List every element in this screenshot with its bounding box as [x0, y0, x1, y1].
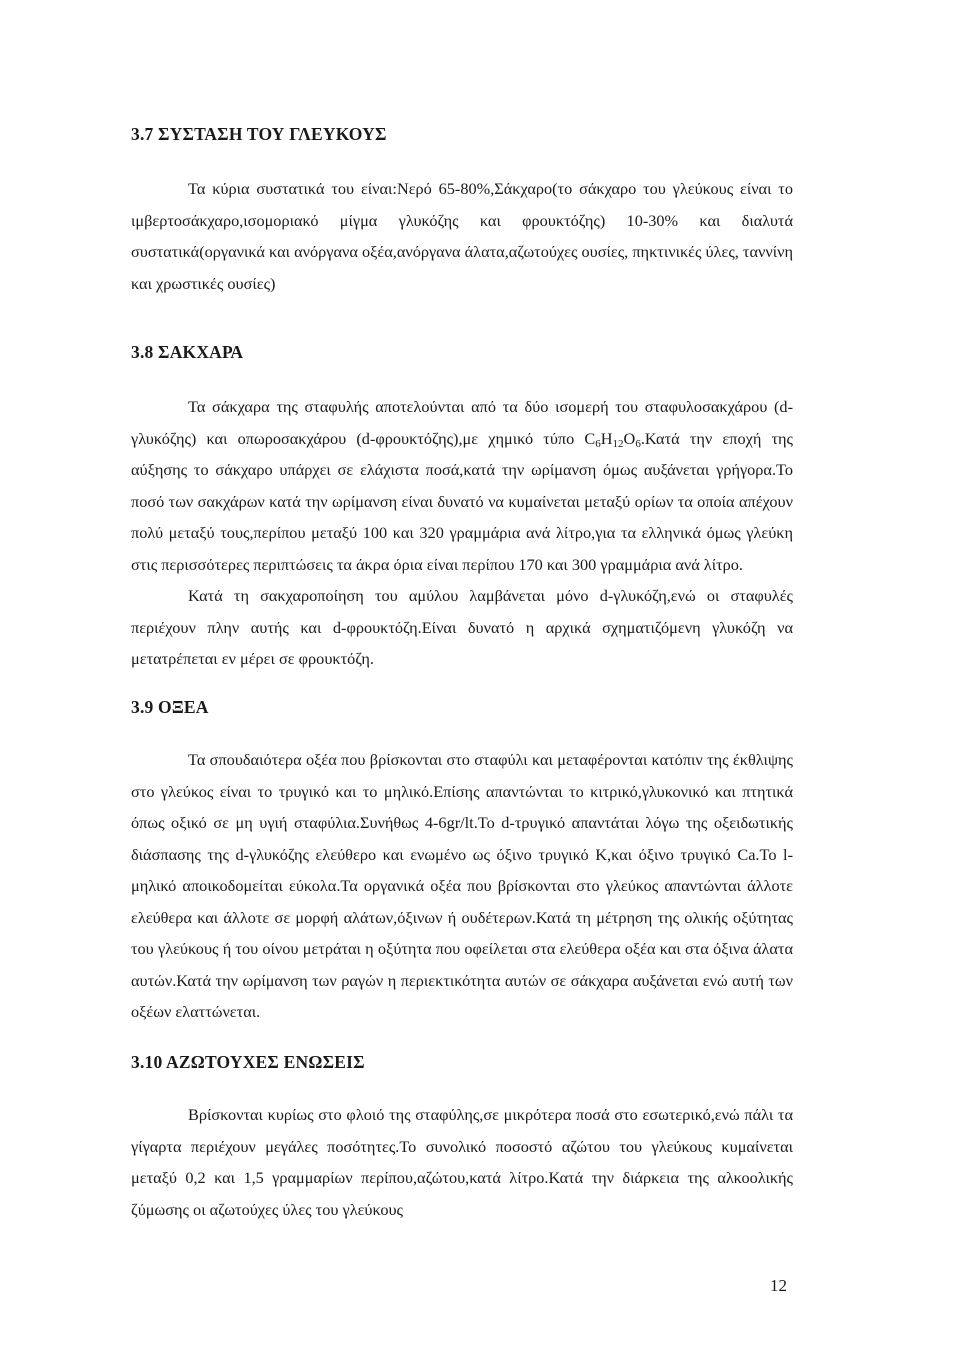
- paragraph: [131, 391, 793, 580]
- section-heading: 3.9 ΟΞΕΑ: [131, 697, 209, 717]
- section-heading: 3.10 ΑΖΩΤΟΥΧΕΣ ΕΝΩΣΕΙΣ: [131, 1052, 365, 1072]
- section-heading: 3.8 ΣΑΚΧΑΡΑ: [131, 342, 244, 362]
- section-heading: 3.7 ΣΥΣΤΑΣΗ ΤΟΥ ΓΛΕΥΚΟΥΣ: [131, 124, 387, 144]
- formula-subscript: 12: [612, 437, 624, 450]
- paragraph: Τα σπουδαιότερα οξέα που βρίσκονται στο σταφύλι και μεταφέρονται κατόπιν της έκθλιψης στο γλεύκος είναι το τρυγικό και το μηλικό.Επίσης απαντώνται το κιτρικό,γλυκονικό και πτητικά όπως οξικό σε μη υγιή σταφύλια.Συνήθως 4-6gr/lt.Το d-τρυγικό απαντάται λόγω της οξειδωτικής διάσπασης της d-γλυκόζης ελεύθερο και ενωμένο ως όξινο τρυγικό Κ,και όξινο τρυγικό Ca.Το l-μηλικό αποικοδομείται εύκολα.Τα οργανικά οξέα που βρίσκονται στο γλεύκος απαντώνται άλλοτε ελεύθερα και άλλοτε σε μορφή αλάτων,όξινων ή ουδέτερων.Κατά τη μέτρηση της ολικής οξύτητας του γλεύκους ή του οίνου μετράται η οξύτητα που οφείλεται στα ελεύθερα οξέα και στα όξινα άλατα αυτών.Κατά την ωρίμανση των ραγών η περιεκτικότητα αυτών σε σάκχαρα αυξάνεται ενώ αυτή των οξέων ελαττώνεται.: [131, 750, 793, 1021]
- paragraph: Κατά τη σακχαροποίηση του αμύλου λαμβάνεται μόνο d-γλυκόζη,ενώ οι σταφυλές περιέχουν πλην αυτής και d-φρουκτόζη.Είναι δυνατό η αρχικά σχηματιζόμενη γλυκόζη να μετατρέπεται εν μέρει σε φρουκτόζη.: [131, 586, 793, 668]
- formula-subscript: 6: [595, 437, 601, 450]
- formula-element: H: [600, 428, 613, 448]
- formula-element: O: [623, 428, 636, 448]
- section-3-10: [131, 1051, 793, 1225]
- paragraph-text: .Κατά την εποχή της αύξησης το σάκχαρο υπάρχει σε ελάχιστα ποσά,κατά την ωρίμανση όμως αυξάνεται γρήγορα.Το ποσό των σακχάρων κατά την ωρίμανση είναι δυνατό να κυμαίνεται μεταξύ ορίων τα οποία απέχουν πολύ μεταξύ τους,περίπου μεταξύ 100 και 320 γραμμάρια ανά λίτρο,για τα ελληνικά όμως γλεύκη στις περισσότερες περιπτώσεις τα άκρα όρια είναι περίπου 170 και 300 γραμμάρια ανά λίτρο.: [131, 428, 794, 574]
- section-3-7: [131, 123, 793, 299]
- page-number: 12: [770, 1276, 787, 1295]
- paragraph-text: Τα σάκχαρα της σταφυλής αποτελούνται από τα δύο ισομερή του σταφυλοσακχάρου (d-γλυκόζης) και οπωροσακχάρου (d-φρουκτόζης),με χημικό τύπο C: [131, 397, 793, 448]
- section-3-8: [131, 341, 793, 675]
- formula-subscript: 6: [635, 437, 641, 450]
- paragraph: Τα κύρια συστατικά του είναι:Νερό 65-80%,Σάκχαρο(το σάκχαρο του γλεύκους είναι το ιμβερτοσάκχαρο,ισομοριακό μίγμα γλυκόζης και φρουκτόζης) 10-30% και διαλυτά συστατικά(οργανικά και ανόργανα οξέα,ανόργανα άλατα,αζωτούχες ουσίες, πηκτινικές ύλες, ταννίνη και χρωστικές ουσίες): [131, 179, 793, 293]
- section-3-9: [131, 696, 793, 1028]
- paragraph: Βρίσκονται κυρίως στο φλοιό της σταφύλης,σε μικρότερα ποσά στο εσωτερικό,ενώ πάλι τα γίγαρτα περιέχουν μεγάλες ποσότητες.Το συνολικό ποσοστό αζώτου του γλεύκους κυμαίνεται μεταξύ 0,2 και 1,5 γραμμαρίων περίπου,αζώτου,κατά λίτρο.Κατά την διάρκεια της αλκοολικής ζύμωσης οι αζωτούχες ύλες του γλεύκους: [131, 1105, 793, 1219]
